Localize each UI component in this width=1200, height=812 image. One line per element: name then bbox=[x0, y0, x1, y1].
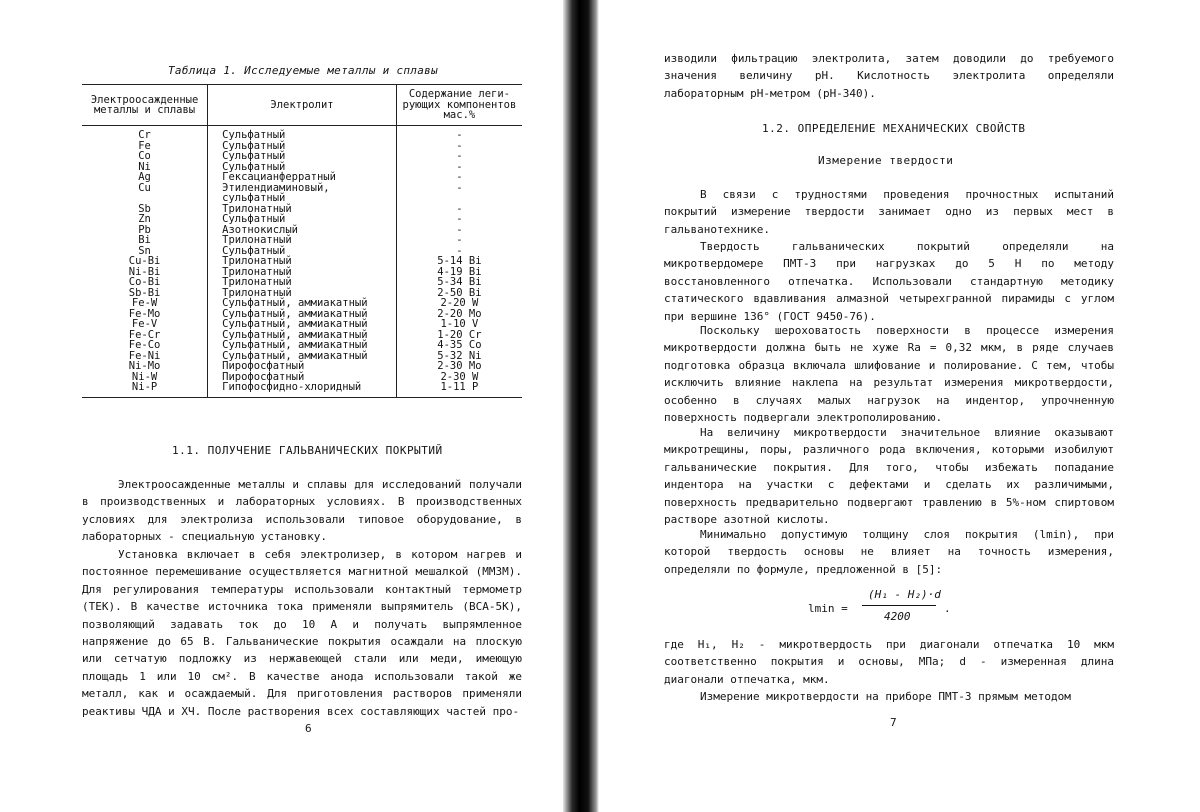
paragraph: Измерение микротвердости на приборе ПМТ-3 прямым методом bbox=[700, 690, 1071, 703]
subheading: Измерение твердости bbox=[818, 154, 954, 167]
cell-content: - bbox=[396, 246, 522, 257]
cell-electrolyte: Сульфатный bbox=[208, 141, 397, 152]
table-row bbox=[82, 126, 522, 141]
section-heading-1-1: 1.1. ПОЛУЧЕНИЕ ГАЛЬВАНИЧЕСКИХ ПОКРЫТИЙ bbox=[172, 444, 443, 457]
paragraph: В связи с трудностями проведения прочностных испытаний покрытий измерение твердости занимает одно из первых мест в гальванотехнике. bbox=[664, 188, 1114, 236]
table-row bbox=[82, 340, 522, 351]
cell-metal: Cu-Bi bbox=[128, 255, 161, 267]
cell-content: - bbox=[396, 141, 522, 152]
table-row bbox=[82, 256, 522, 267]
cell-metal: Sb bbox=[138, 202, 151, 215]
cell-metal: Ni-Mo bbox=[128, 360, 161, 372]
cell-electrolyte: Трилонатный bbox=[208, 288, 397, 299]
left-page bbox=[0, 0, 560, 812]
cell-content: 2-20 W bbox=[396, 298, 522, 309]
cell-metal: Cu bbox=[138, 181, 151, 194]
section-heading-1-2: 1.2. ОПРЕДЕЛЕНИЕ МЕХАНИЧЕСКИХ СВОЙСТВ bbox=[762, 122, 1026, 135]
cell-metal: Ni-P bbox=[82, 382, 208, 397]
table-caption: Таблица 1. Исследуемые металлы и сплавы bbox=[168, 64, 438, 77]
cell-metal bbox=[82, 193, 208, 204]
cell-content: - bbox=[396, 183, 522, 194]
cell-content: 4-19 Bi bbox=[396, 267, 522, 278]
cell-content bbox=[396, 193, 522, 204]
page-number: 6 bbox=[305, 722, 312, 735]
paragraph: Установка включает в себя электролизер, в котором нагрев и постоянное перемешивание осуществляется магнитной мешалкой (ММЗМ). Для регулирования температуры использовали контактный термометр (ТЕК). В качестве источника тока применяли выпрямитель (ВСА-5К), позволяющий задавать ток до 10 А и получать выпрямленное напряжение до 65 В. Гальванические покрытия осаждали на плоскую или сетчатую подложку из нержавеющей стали или меди, имеющую площадь 1 или 10 см². В качестве анода использовали такой же металл, как и осаждаемый. Для приготовления растворов применяли реактивы ЧДА и ХЧ. После растворения всех составляющих частей про- bbox=[82, 548, 522, 718]
cell-content: - bbox=[396, 214, 522, 225]
cell-metal: Fe-Cr bbox=[128, 328, 161, 341]
cell-metal: Fe bbox=[138, 139, 151, 152]
formula-numerator: (H₁ - H₂)·d bbox=[868, 588, 941, 601]
table-row bbox=[82, 172, 522, 183]
paragraph: где H₁, H₂ - микротвердость при диагонали отпечатка 10 мкм соответственно покрытия и основы, МПа; d - измеренная длина диагонали отпечатка, мкм. bbox=[664, 638, 1114, 686]
cell-content: 5-34 Bi bbox=[396, 277, 522, 288]
page-number: 7 bbox=[890, 716, 897, 729]
cell-metal: Fe-Mo bbox=[128, 307, 161, 320]
cell-content: - bbox=[396, 204, 522, 215]
cell-electrolyte: Сульфатный bbox=[208, 214, 397, 225]
cell-metal: Cr bbox=[138, 129, 151, 141]
formula-denominator: 4200 bbox=[884, 610, 911, 623]
cell-content: 1-11 P bbox=[396, 382, 522, 397]
formula-lhs: lmin = bbox=[808, 602, 848, 615]
cell-electrolyte: сульфатный bbox=[208, 193, 397, 204]
cell-electrolyte: Пирофосфатный bbox=[208, 361, 397, 372]
cell-content: 5-14 Bi bbox=[396, 256, 522, 267]
cell-metal: Co-Bi bbox=[128, 276, 161, 288]
paragraph: На величину микротвердости значительное влияние оказывают микротрещины, поры, различного рода включения, которыми изобилуют гальванические покрытия. Для того, чтобы избежать попадание индентора на участки с дефектами и сделать их различимыми, поверхность предварительно подвергают травлению в 5%-ном спиртовом растворе азотной кислоты. bbox=[664, 426, 1114, 527]
table-row bbox=[82, 235, 522, 246]
cell-electrolyte: Сульфатный, аммиакатный bbox=[208, 330, 397, 341]
cell-electrolyte: Гексацианферратный bbox=[208, 172, 397, 183]
cell-content: 1-20 Cr bbox=[396, 330, 522, 341]
cell-metal: Zn bbox=[138, 213, 151, 225]
table-row bbox=[82, 151, 522, 162]
cell-electrolyte: Гипофосфидно-хлоридный bbox=[208, 382, 397, 397]
cell-metal: Ni bbox=[138, 160, 151, 173]
cell-electrolyte: Сульфатный, аммиакатный bbox=[208, 351, 397, 362]
cell-electrolyte: Трилонатный bbox=[208, 277, 397, 288]
paragraph: изводили фильтрацию электролита, затем доводили до требуемого значения величину pH. Кислотность электролита определяли лабораторным pH-метром (pH-340). bbox=[664, 52, 1114, 100]
table-row bbox=[82, 193, 522, 204]
cell-electrolyte: Сульфатный, аммиакатный bbox=[208, 319, 397, 330]
formula-period: . bbox=[944, 602, 951, 615]
cell-metal: Ni-W bbox=[131, 370, 158, 383]
fraction-bar bbox=[862, 605, 936, 606]
table-row bbox=[82, 298, 522, 309]
cell-metal: Fe-Co bbox=[128, 339, 161, 351]
book-gutter bbox=[563, 0, 599, 812]
table-row bbox=[82, 183, 522, 194]
cell-electrolyte: Трилонатный bbox=[208, 235, 397, 246]
cell-content: 4-35 Co bbox=[396, 340, 522, 351]
metals-table bbox=[82, 84, 522, 398]
cell-metal: Pb bbox=[138, 223, 151, 236]
table-row bbox=[82, 277, 522, 288]
cell-metal: Sb-Bi bbox=[128, 286, 161, 299]
cell-content: 2-30 Mo bbox=[396, 361, 522, 372]
cell-metal: Fe-Ni bbox=[128, 349, 161, 362]
cell-electrolyte: Сульфатный bbox=[208, 151, 397, 162]
cell-electrolyte: Сульфатный, аммиакатный bbox=[208, 309, 397, 320]
cell-electrolyte: Сульфатный bbox=[208, 126, 397, 141]
cell-metal: Ag bbox=[138, 171, 151, 183]
cell-metal: Sn bbox=[138, 244, 151, 257]
cell-metal: Bi bbox=[138, 234, 151, 246]
table-body bbox=[82, 126, 522, 398]
table-row bbox=[82, 319, 522, 330]
cell-content: - bbox=[396, 225, 522, 236]
cell-content: - bbox=[396, 162, 522, 173]
formula bbox=[808, 588, 951, 628]
column-header-metals: Электроосажденные металлы и сплавы bbox=[82, 85, 208, 126]
table-row bbox=[82, 382, 522, 397]
cell-content: - bbox=[396, 126, 522, 141]
cell-electrolyte: Сульфатный, аммиакатный bbox=[208, 298, 397, 309]
cell-electrolyte: Сульфатный, аммиакатный bbox=[208, 340, 397, 351]
cell-content: 2-30 W bbox=[396, 372, 522, 383]
cell-electrolyte: Сульфатный bbox=[208, 246, 397, 257]
cell-electrolyte: Трилонатный bbox=[208, 204, 397, 215]
column-header-electrolyte: Электролит bbox=[208, 85, 397, 126]
paragraph: Электроосажденные металлы и сплавы для исследований получали в производственных и лабораторных условиях. В производственных условиях для электролиза использовали типовое оборудование, в лабораторных - специальную установку. bbox=[82, 478, 522, 544]
cell-electrolyte: Азотнокислый bbox=[208, 225, 397, 236]
cell-electrolyte: Пирофосфатный bbox=[208, 372, 397, 383]
table-row bbox=[82, 214, 522, 225]
cell-metal: Ni-Bi bbox=[128, 265, 161, 278]
paragraph: Минимально допустимую толщину слоя покрытия (lmin), при которой твердость основы не влияет на точность измерения, определяли по формуле, предложенной в [5]: bbox=[664, 528, 1114, 576]
cell-content: 1-10 V bbox=[396, 319, 522, 330]
cell-electrolyte: Трилонатный bbox=[208, 256, 397, 267]
cell-content: 5-32 Ni bbox=[396, 351, 522, 362]
paragraph: Поскольку шероховатость поверхности в процессе измерения микротвердости должна быть не хуже Ra = 0,32 мкм, в ряде случаев подготовка образца включала шлифование и полирование. С тем, чтобы исключить влияние наклепа на результат измерения микротвердости, особенно в случаях малых нагрузок на индентор, упрочненную поверхность подвергали электрополированию. bbox=[664, 324, 1114, 425]
cell-electrolyte: Этилендиаминовый, bbox=[208, 183, 397, 194]
cell-metal: Fe-W bbox=[131, 297, 158, 309]
cell-metal: Co bbox=[138, 150, 151, 162]
cell-content: - bbox=[396, 235, 522, 246]
table-row bbox=[82, 361, 522, 372]
cell-electrolyte: Трилонатный bbox=[208, 267, 397, 278]
paragraph: Твердость гальванических покрытий определяли на микротвердомере ПМТ-3 при нагрузках до 5 Н по методу восстановленного отпечатка. Использовали стандартную методику статического вдавливания алмазной четырехгранной пирамиды с углом при вершине 136° (ГОСТ 9450-76). bbox=[664, 240, 1114, 323]
cell-content: 2-50 Bi bbox=[396, 288, 522, 299]
cell-metal: Fe-V bbox=[131, 318, 158, 330]
cell-content: 2-20 Mo bbox=[396, 309, 522, 320]
right-page bbox=[600, 0, 1200, 812]
cell-content: - bbox=[396, 151, 522, 162]
column-header-content: Содержание леги- рующих компонентов мас.% bbox=[396, 85, 522, 126]
cell-content: - bbox=[396, 172, 522, 183]
cell-electrolyte: Сульфатный bbox=[208, 162, 397, 173]
